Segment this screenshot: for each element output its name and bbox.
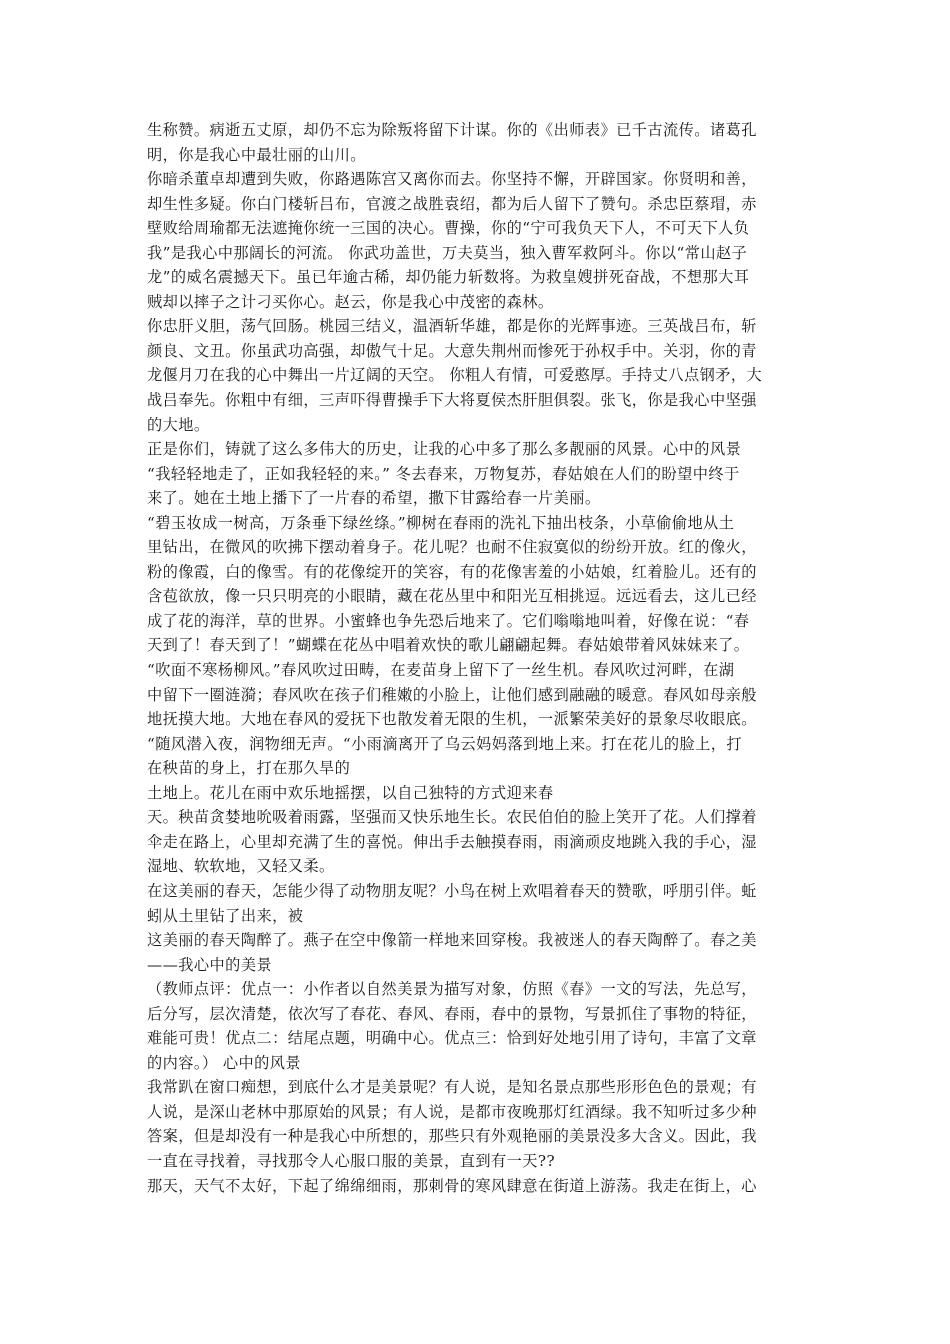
text-line: 土地上。花儿在雨中欢乐地摇摆，以自己独特的方式迎来春 bbox=[147, 783, 554, 802]
text-line: 你暗杀董卓却遭到失败，你路遇陈宫又离你而去。你坚持不懈，开辟国家。你贤明和善， bbox=[147, 170, 757, 189]
text-line: 难能可贵！优点二：结尾点题，明确中心。优点三：恰到好处地引用了诗句，丰富了文章 bbox=[147, 1029, 757, 1048]
text-line: 来了。她在土地上播下了一片春的希望，撒下甘露给春一片美丽。 bbox=[147, 489, 601, 508]
text-line: 在秧苗的身上，打在那久旱的 bbox=[147, 759, 351, 778]
text-line: 生称赞。病逝五丈原，却仍不忘为除叛将留下计谋。你的《出师表》已千古流传。诸葛孔 bbox=[147, 121, 757, 139]
text-line: 在这美丽的春天，怎能少得了动物朋友呢？小鸟在树上欢唱着春天的赞歌，呼朋引伴。蚯 bbox=[147, 881, 757, 900]
text-line: “碧玉妆成一树高，万条垂下绿丝绦。”柳树在春雨的洗礼下抽出枝条，小草偷偷地从土 bbox=[147, 513, 735, 532]
text-line: 后分写，层次清楚，依次写了春花、春风、春雨，春中的景物，写景抓住了事物的特征， bbox=[147, 1004, 757, 1023]
text-line: 蚓从土里钻了出来，被 bbox=[147, 906, 304, 925]
text-line: 明，你是我心中最壮丽的山川。 bbox=[147, 145, 366, 164]
text-line: 龙”的威名震撼天下。虽已年逾古稀，却仍能力斩数将。为救皇嫂拼死奋战，不想那大耳 bbox=[147, 268, 750, 287]
text-line: 这美丽的春天陶醉了。燕子在空中像箭一样地来回穿梭。我被迷人的春天陶醉了。春之美 bbox=[147, 931, 757, 950]
text-line: 龙偃月刀在我的心中舞出一片辽阔的天空。 你粗人有情，可爱憨厚。手持丈八点钢矛，大 bbox=[147, 366, 763, 385]
text-line: 你忠肝义胆，荡气回肠。桃园三结义，温酒斩华雄，都是你的光辉事迹。三英战吕布，斩 bbox=[147, 317, 757, 336]
text-line: 我常趴在窗口痴想，到底什么才是美景呢？有人说，是知名景点那些形形色色的景观；有 bbox=[147, 1078, 757, 1097]
text-line: 成了花的海洋，草的世界。小蜜蜂也争先恐后地来了。它们嗡嗡地叫着，好像在说：“春 bbox=[147, 611, 750, 630]
text-line: 粉的像霞，白的像雪。有的花像绽开的笑容，有的花像害羞的小姑娘，红着脸儿。还有的 bbox=[147, 562, 757, 581]
text-line: 答案，但是却没有一种是我心中所想的，那些只有外观艳丽的美景没多大含义。因此，我 bbox=[147, 1127, 757, 1146]
text-line: 中留下一圈涟漪；春风吹在孩子们稚嫩的小脸上，让他们感到融融的暖意。春风如母亲般 bbox=[147, 685, 757, 704]
text-line: （教师点评：优点一：小作者以自然美景为描写对象，仿照《春》一文的写法，先总写， bbox=[147, 980, 757, 999]
text-line: 里钻出，在微风的吹拂下摆动着身子。花儿呢？也耐不住寂寞似的纷纷开放。红的像火， bbox=[147, 538, 757, 557]
text-line: 正是你们，铸就了这么多伟大的历史，让我的心中多了那么多靓丽的风景。心中的风景 bbox=[147, 440, 742, 459]
text-line: 一直在寻找着，寻找那令人心服口服的美景，直到有一天?? bbox=[147, 1151, 556, 1170]
document-body bbox=[147, 118, 817, 1198]
text-line: “吹面不寒杨柳风。”春风吹过田畴，在麦苗身上留下了一丝生机。春风吹过河畔，在湖 bbox=[147, 661, 735, 680]
text-line: 壁败给周瑜都无法遮掩你统一三国的决心。曹操，你的“宁可我负天下人，不可天下人负 bbox=[147, 219, 750, 238]
text-line: 战吕奉先。你粗中有细，三声吓得曹操手下大将夏侯杰肝胆俱裂。张飞，你是我心中坚强 bbox=[147, 391, 757, 410]
text-line: 我”是我心中那阔长的河流。 你武功盖世，万夫莫当，独入曹军救阿斗。你以“常山赵子 bbox=[147, 243, 748, 262]
text-line: 含苞欲放，像一只只明亮的小眼睛，藏在花丛里中和阳光互相挑逗。远远看去，这儿已经 bbox=[147, 587, 757, 606]
text-line: 天到了！春天到了！”蝴蝶在花丛中唱着欢快的歌儿翩翩起舞。春姑娘带着风妹妹来了。 bbox=[147, 636, 750, 655]
text-line: 地抚摸大地。大地在春风的爱抚下也散发着无限的生机，一派繁荣美好的景象尽收眼底。 bbox=[147, 710, 757, 729]
text-line: “我轻轻地走了，正如我轻轻的来。” 冬去春来，万物复苏，春姑娘在人们的盼望中终于 bbox=[147, 464, 740, 483]
text-line: 却生性多疑。你白门楼斩吕布，官渡之战胜袁绍，都为后人留下了赞句。杀忠臣蔡瑁，赤 bbox=[147, 194, 757, 213]
text-line: 人说，是深山老林中那原始的风景；有人说，是都市夜晚那灯红酒绿。我不知听过多少种 bbox=[147, 1102, 757, 1121]
text-line: 颜良、文丑。你虽武功高强，却傲气十足。大意失荆州而惨死于孙权手中。关羽，你的青 bbox=[147, 341, 757, 360]
text-line: 那天，天气不太好，下起了绵绵细雨，那刺骨的寒风肆意在街道上游荡。我走在街上，心 bbox=[147, 1176, 757, 1195]
text-line: 贼却以摔子之计刁买你心。赵云，你是我心中茂密的森林。 bbox=[147, 292, 554, 311]
text-line: 的大地。 bbox=[147, 415, 210, 434]
text-line: ——我心中的美景 bbox=[147, 955, 273, 974]
text-line: 天。秧苗贪婪地吮吸着雨露，坚强而又快乐地生长。农民伯伯的脸上笑开了花。人们撑着 bbox=[147, 808, 757, 827]
text-line: 的内容。） 心中的风景 bbox=[147, 1053, 302, 1072]
text-line: 伞走在路上，心里却充满了生的喜悦。伸出手去触摸春雨，雨滴顽皮地跳入我的手心，湿 bbox=[147, 832, 757, 851]
text-line: “随风潜入夜，润物细无声。“小雨滴离开了乌云妈妈落到地上来。打在花儿的脸上，打 bbox=[147, 734, 743, 753]
text-line: 湿地、软软地，又轻又柔。 bbox=[147, 857, 335, 876]
